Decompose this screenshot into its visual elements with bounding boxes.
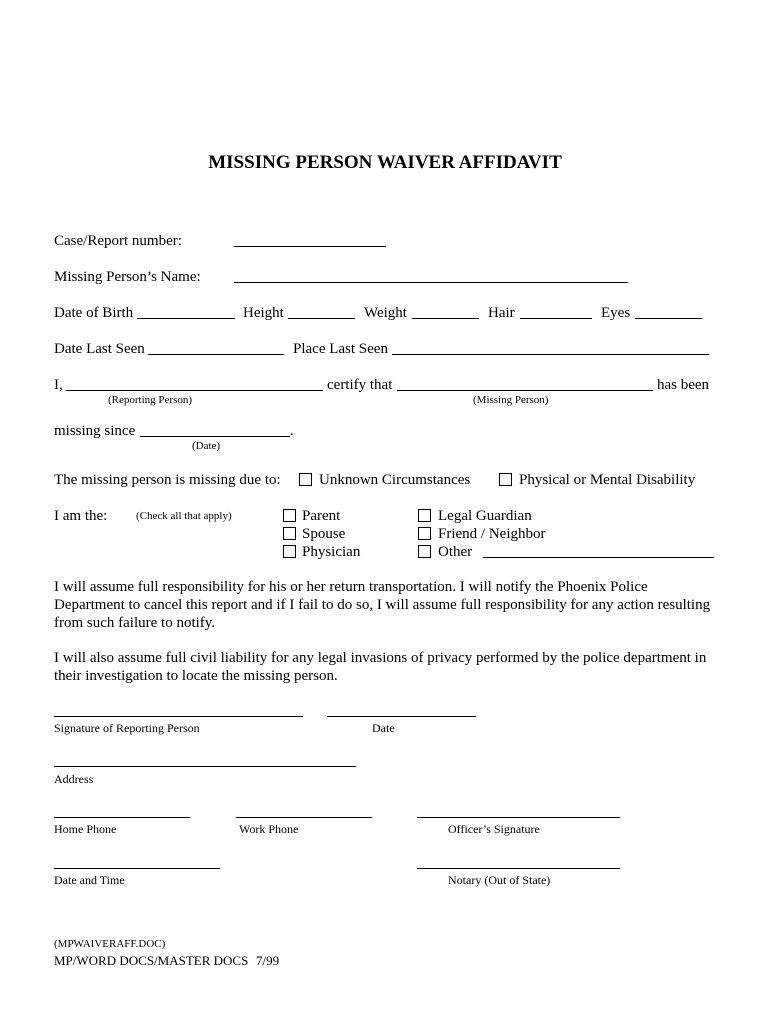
other-field[interactable] [483, 557, 714, 558]
physician-label: Physician [302, 544, 361, 560]
height-field[interactable] [288, 318, 355, 319]
paragraph2-line1: I will also assume full civil liability for any legal invasions of privacy performed by the police department in [54, 650, 707, 666]
hair-label: Hair [488, 305, 515, 321]
spouse-label: Spouse [302, 526, 346, 542]
eyes-label: Eyes [601, 305, 631, 321]
reporting-signature-field[interactable] [54, 716, 303, 717]
footer-file: (MPWAIVERAFF.DOC) [54, 938, 166, 950]
missing-since-field[interactable] [140, 436, 290, 437]
due-to-label: The missing person is missing due to: [54, 472, 281, 488]
disability-checkbox[interactable] [499, 473, 512, 486]
home-phone-field[interactable] [54, 817, 190, 818]
home-phone-label: Home Phone [54, 822, 117, 836]
paragraph1-line2: Department to cancel this report and if I fail to do so, I will assume full responsibility for any action resulting [54, 597, 711, 613]
weight-label: Weight [364, 305, 407, 321]
reporting-signature-label: Signature of Reporting Person [54, 721, 200, 735]
work-phone-label: Work Phone [239, 822, 299, 836]
dob-field[interactable] [137, 318, 235, 319]
unknown-circumstances-checkbox[interactable] [299, 473, 312, 486]
dob-label: Date of Birth [54, 305, 134, 321]
missing-since-label: missing since [54, 423, 136, 439]
weight-field[interactable] [412, 318, 479, 319]
other-label: Other [438, 544, 473, 560]
parent-checkbox[interactable] [283, 509, 296, 522]
spouse-checkbox[interactable] [283, 527, 296, 540]
paragraph1-line1: I will assume full responsibility for his or her return transportation. I will notify the Phoenix Police [54, 579, 648, 595]
hair-field[interactable] [520, 318, 592, 319]
missing-person-field[interactable] [397, 390, 653, 391]
certify-label: certify that [327, 377, 393, 393]
address-field[interactable] [54, 766, 356, 767]
officer-signature-field[interactable] [417, 817, 620, 818]
footer-path: MP/WORD DOCS/MASTER DOCS [54, 953, 249, 968]
friend-neighbor-checkbox[interactable] [418, 527, 431, 540]
disability-label: Physical or Mental Disability [519, 472, 696, 488]
i-label: I, [54, 377, 63, 393]
missing-name-label: Missing Person’s Name: [54, 269, 201, 285]
missing-name-field[interactable] [234, 282, 628, 283]
form-title: MISSING PERSON WAIVER AFFIDAVIT [208, 152, 562, 173]
case-report-field[interactable] [234, 246, 386, 247]
address-label: Address [54, 772, 94, 786]
eyes-field[interactable] [635, 318, 702, 319]
date-time-field[interactable] [54, 868, 220, 869]
notary-label: Notary (Out of State) [448, 873, 551, 887]
legal-guardian-checkbox[interactable] [418, 509, 431, 522]
date-note: (Date) [192, 440, 221, 452]
date-time-label: Date and Time [54, 873, 125, 887]
legal-guardian-label: Legal Guardian [438, 508, 532, 524]
unknown-circumstances-label: Unknown Circumstances [319, 472, 471, 488]
physician-checkbox[interactable] [283, 545, 296, 558]
place-last-seen-label: Place Last Seen [293, 341, 388, 357]
friend-neighbor-label: Friend / Neighbor [438, 526, 546, 542]
parent-label: Parent [302, 508, 341, 524]
paragraph2-line2: their investigation to locate the missing person. [54, 668, 338, 684]
case-report-label: Case/Report number: [54, 233, 182, 249]
other-checkbox[interactable] [418, 545, 431, 558]
footer-date: 7/99 [256, 953, 280, 968]
i-am-label: I am the: [54, 508, 108, 524]
check-all-note: (Check all that apply) [136, 510, 232, 522]
date-last-seen-field[interactable] [148, 354, 284, 355]
signature-date-label: Date [372, 721, 395, 735]
signature-date-field[interactable] [327, 716, 476, 717]
notary-field[interactable] [417, 868, 620, 869]
paragraph1-line3: from such failure to notify. [54, 615, 216, 631]
place-last-seen-field[interactable] [392, 354, 709, 355]
missing-since-period: . [290, 423, 294, 439]
missing-person-note: (Missing Person) [473, 394, 549, 406]
officer-signature-label: Officer’s Signature [448, 822, 540, 836]
reporting-person-field[interactable] [66, 390, 323, 391]
reporting-person-note: (Reporting Person) [108, 394, 193, 406]
work-phone-field[interactable] [236, 817, 372, 818]
has-been-label: has been [657, 377, 710, 393]
date-last-seen-label: Date Last Seen [54, 341, 145, 357]
height-label: Height [243, 305, 284, 321]
